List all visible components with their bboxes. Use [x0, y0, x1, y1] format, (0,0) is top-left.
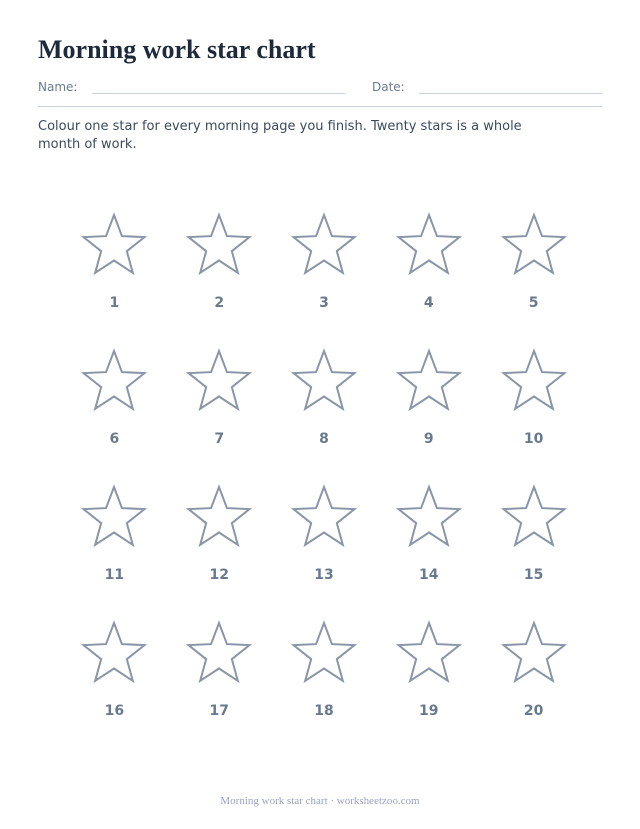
date-field[interactable]	[419, 93, 602, 94]
star-outline-icon[interactable]	[291, 484, 357, 550]
star-outline-icon[interactable]	[396, 484, 462, 550]
star-item[interactable]	[167, 620, 272, 756]
star-outline-icon[interactable]	[186, 212, 252, 278]
star-outline-icon[interactable]	[396, 620, 462, 686]
star-item[interactable]	[376, 484, 481, 620]
star-item[interactable]	[167, 212, 272, 348]
star-item[interactable]	[62, 212, 167, 348]
star-item[interactable]	[481, 212, 586, 348]
star-outline-icon[interactable]	[186, 484, 252, 550]
star-outline-icon[interactable]	[396, 212, 462, 278]
star-number: 18	[314, 703, 334, 719]
star-number: 12	[209, 567, 229, 583]
star-outline-icon[interactable]	[186, 620, 252, 686]
star-outline-icon[interactable]	[291, 212, 357, 278]
star-item[interactable]	[481, 484, 586, 620]
star-grid	[62, 212, 586, 756]
header-fields	[38, 80, 602, 100]
star-number: 1	[109, 295, 120, 311]
star-outline-icon[interactable]	[501, 212, 567, 278]
star-number: 7	[214, 431, 225, 447]
star-item[interactable]	[481, 348, 586, 484]
star-item[interactable]	[481, 620, 586, 756]
star-item[interactable]	[376, 348, 481, 484]
star-item[interactable]	[272, 620, 377, 756]
star-item[interactable]	[272, 348, 377, 484]
star-outline-icon[interactable]	[81, 348, 147, 414]
star-number: 6	[109, 431, 120, 447]
star-outline-icon[interactable]	[81, 212, 147, 278]
footer: Morning work star chart · worksheetzoo.com	[220, 795, 420, 807]
star-item[interactable]	[376, 620, 481, 756]
page-title: Morning work star chart	[38, 35, 316, 64]
name-label: Name:	[38, 80, 78, 94]
star-number: 20	[523, 703, 544, 719]
star-number: 9	[423, 431, 434, 447]
star-number: 11	[104, 567, 125, 583]
star-outline-icon[interactable]	[501, 484, 567, 550]
star-item[interactable]	[62, 484, 167, 620]
star-outline-icon[interactable]	[501, 348, 567, 414]
star-number: 15	[523, 567, 544, 583]
star-item[interactable]	[167, 484, 272, 620]
star-outline-icon[interactable]	[501, 620, 567, 686]
date-label: Date:	[372, 80, 405, 94]
star-item[interactable]	[62, 348, 167, 484]
star-outline-icon[interactable]	[186, 348, 252, 414]
star-number: 19	[419, 703, 439, 719]
star-outline-icon[interactable]	[81, 484, 147, 550]
star-number: 10	[523, 431, 544, 447]
name-field[interactable]	[92, 93, 345, 94]
star-outline-icon[interactable]	[81, 620, 147, 686]
star-number: 4	[423, 295, 434, 311]
star-item[interactable]	[272, 212, 377, 348]
star-number: 13	[314, 567, 334, 583]
star-outline-icon[interactable]	[291, 620, 357, 686]
star-item[interactable]	[272, 484, 377, 620]
star-outline-icon[interactable]	[396, 348, 462, 414]
instructions: Colour one star for every morning page you finish. Twenty stars is a whole month of work.	[38, 119, 522, 152]
star-number: 5	[528, 295, 539, 311]
star-number: 14	[419, 567, 439, 583]
star-item[interactable]	[62, 620, 167, 756]
star-outline-icon[interactable]	[291, 348, 357, 414]
star-number: 17	[209, 703, 229, 719]
star-number: 2	[214, 295, 225, 311]
star-number: 16	[104, 703, 125, 719]
star-item[interactable]	[376, 212, 481, 348]
star-number: 3	[319, 295, 329, 311]
star-number: 8	[319, 431, 329, 447]
star-item[interactable]	[167, 348, 272, 484]
header-divider	[38, 106, 602, 107]
